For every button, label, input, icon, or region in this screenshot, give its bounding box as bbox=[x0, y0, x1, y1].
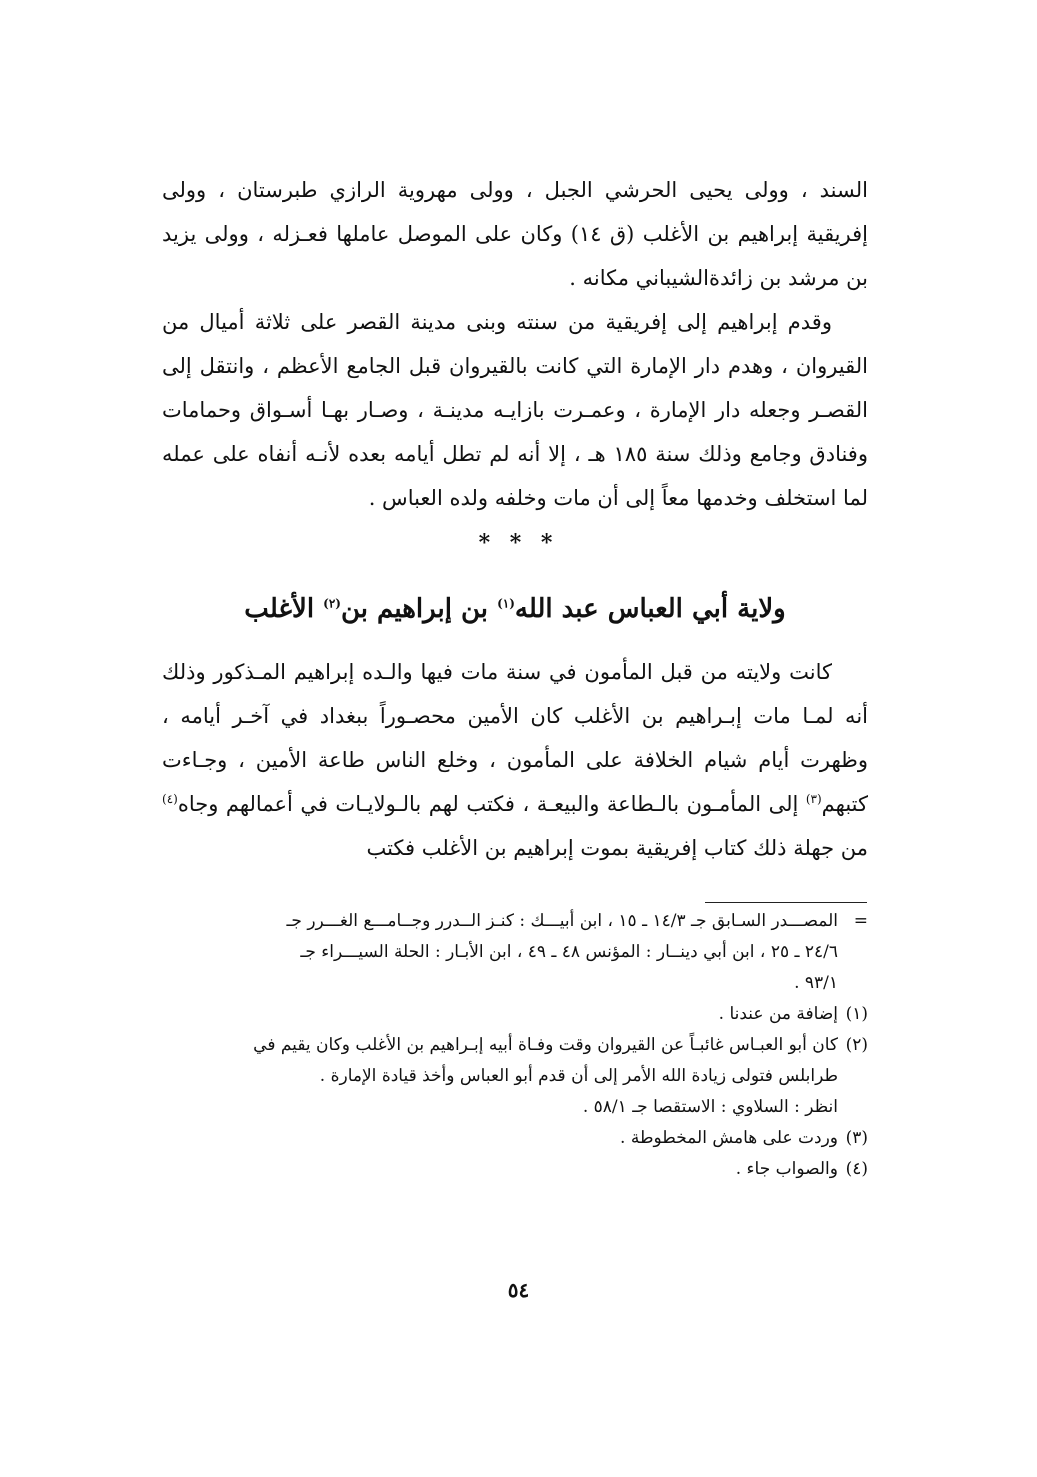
paragraph-abbas-reign bbox=[162, 650, 868, 870]
heading-part: ولاية أبي العباس عبد الله bbox=[514, 594, 786, 624]
page-number: ٥٤ bbox=[507, 1278, 530, 1302]
footnote-text: كان أبو العبـاس غائبـاً عن القيروان وقت وفـاة أبيه إبـراهيم بن الأغلب وكان يقيم في bbox=[253, 1035, 838, 1055]
footnote-text: والصواب جاء . bbox=[735, 1159, 838, 1179]
paragraph-continuation bbox=[162, 168, 868, 300]
footnote-mark: = bbox=[853, 911, 868, 931]
text-run: من جهلة ذلك كتاب إفريقية بموت إبراهيم بن الأغلب فكتب bbox=[366, 836, 868, 860]
footnote-text: وردت على هامش المخطوطة . bbox=[620, 1128, 838, 1148]
heading-part: الأغلب bbox=[244, 594, 324, 624]
footnote-continued bbox=[162, 906, 868, 937]
footnote-ref: (١) bbox=[497, 596, 515, 611]
footnote-2-line: انظر : السلاوي : الاستقصا جـ ٥٨/١ . bbox=[582, 1097, 838, 1117]
footnote-mark: (٣) bbox=[845, 1128, 868, 1148]
footnote-4 bbox=[162, 1154, 868, 1185]
footnote-mark: (١) bbox=[845, 1004, 868, 1024]
section-separator: * * * bbox=[478, 530, 559, 556]
footnote-2 bbox=[162, 1030, 868, 1061]
text-run: كانت ولايته من قبل المأمون في سنة مات فيها والـده إبراهيم المـذكور وذلك أنه لمـا مات إبـراهيم بن الأغلب كان الأمين محصـوراً ببغداد في آخـر أيامه ، وظهرت أيام شيام الخلافة على المأمون ، وخلع الناس طاعة الأمين ، وجـاءت كتبهم bbox=[162, 660, 868, 816]
footnote-continued-line: ٢٤/٦ ـ ٢٥ ، ابن أبي دينــار : المؤنس ٤٨ ـ ٤٩ ، ابن الأبـار : الحلة السيـــراء جـ bbox=[300, 942, 838, 962]
paragraph-text: وقدم إبراهيم إلى إفريقية من سنته وبنى مدينة القصر على ثلاثة أميال من القيروان ، وهدم دار الإمارة التي كانت بالقيروان قبل الجامع الأعظم ، وانتقل إلى القصـر وجعله دار الإمارة ، وعمـرت بازايـه مدينـة ، وصـار بهـا أسـواق وحمامات وفنادق وجامع وذلك سنة ١٨٥ هـ ، إلا أنه لم تطل أيامه بعده لأنـه أنفاه على عمله لما استخلف وخدمها معاً إلى أن مات وخلفه ولده العباس . bbox=[162, 310, 868, 510]
heading-part: بن إبراهيم بن bbox=[340, 594, 498, 624]
footnote-continued-line: ٩٣/١ . bbox=[794, 973, 838, 993]
section-heading bbox=[162, 594, 868, 624]
paragraph-ibrahim-qasr bbox=[162, 300, 868, 520]
footnote-ref: (٤) bbox=[162, 792, 178, 806]
footnote-1 bbox=[162, 999, 868, 1030]
footnote-mark: (٢) bbox=[845, 1035, 868, 1055]
footnotes bbox=[162, 906, 868, 1185]
text-run: إلى المأمـون بالـطاعة والبيعـة ، فكتب لهم بالـولايـات في أعمالهم وجاه bbox=[177, 792, 806, 816]
footnote-divider bbox=[705, 902, 867, 903]
paragraph-text bbox=[162, 650, 868, 870]
footnote-3 bbox=[162, 1123, 868, 1154]
footnote-text: المصـــدر السـابق جـ ١٤/٣ ـ ١٥ ، ابن أبيـــك : كنـز الــدرر وجــامـــع الغـــرر جـ bbox=[286, 911, 838, 931]
footnote-text: إضافة من عندنا . bbox=[718, 1004, 838, 1024]
footnote-ref: (٢) bbox=[323, 596, 341, 611]
footnote-ref: (٣) bbox=[805, 792, 822, 806]
paragraph-text: السند ، وولى يحيى الحرشي الجبل ، وولى مهروية الرازي طبرستان ، وولى إفريقية إبراهيم بن الأغلب (ق ١٤) وكان على الموصل عاملها فعـزله ، وولى يزيد بن مرشد بن زائدةالشيباني مكانه . bbox=[162, 178, 868, 290]
footnote-mark: (٤) bbox=[845, 1159, 868, 1179]
footnote-2-line: طرابلس فتولى زيادة الله الأمر إلى أن قدم أبو العباس وأخذ قيادة الإمارة . bbox=[319, 1066, 838, 1086]
